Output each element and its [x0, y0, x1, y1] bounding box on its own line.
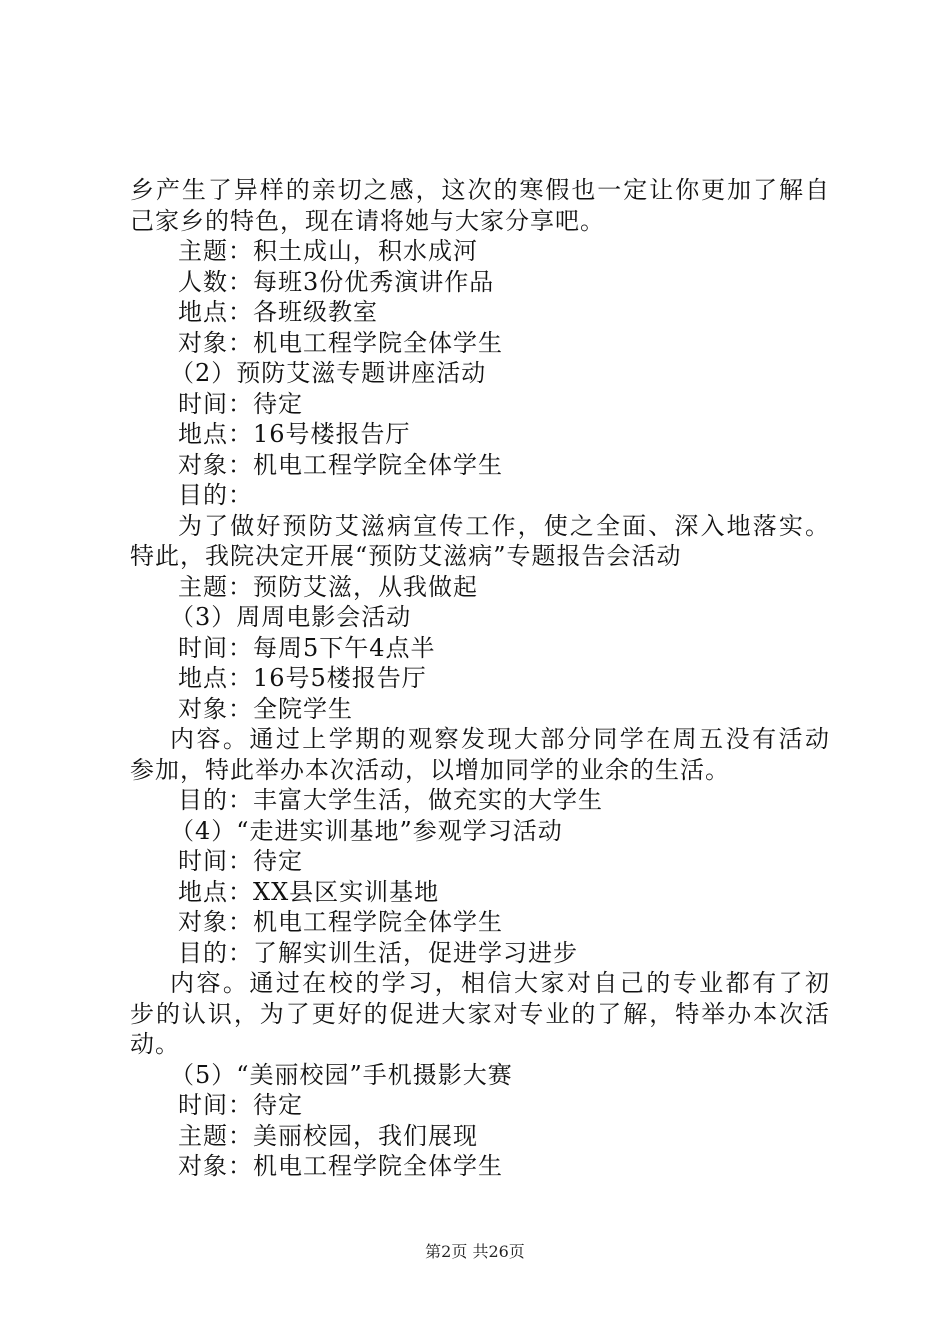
body-line: 时间：待定 [178, 1091, 303, 1119]
body-line: 内容。通过在校的学习，相信大家对自己的专业都有了初 [170, 969, 830, 997]
body-line: 特此，我院决定开展“预防艾滋病”专题报告会活动 [130, 542, 682, 570]
body-line: 乡产生了异样的亲切之感，这次的寒假也一定让你更加了解自 [130, 176, 830, 204]
body-line: 地点：XX县区实训基地 [178, 877, 440, 906]
body-line: 时间：待定 [178, 847, 303, 875]
body-line: 目的： [178, 481, 253, 509]
document-body [130, 175, 830, 1182]
body-line: 时间：每周5下午4点半 [178, 633, 436, 662]
body-line: 对象：全院学生 [178, 694, 353, 723]
section-heading: （2）预防艾滋专题讲座活动 [170, 359, 487, 387]
body-line: 内容。通过上学期的观察发现大部分同学在周五没有活动 [170, 725, 830, 753]
body-line: 对象：机电工程学院全体学生 [178, 1152, 503, 1180]
body-line: 动。 [130, 1030, 180, 1058]
body-line: 时间：待定 [178, 389, 303, 418]
body-line: 步的认识，为了更好的促进大家对专业的了解，特举办本次活 [130, 999, 830, 1028]
body-line: 地点：16号楼报告厅 [178, 420, 411, 448]
section-heading: （3）周周电影会活动 [170, 603, 412, 631]
body-line: 己家乡的特色，现在请将她与大家分享吧。 [130, 206, 605, 235]
body-line: 地点：各班级教室 [178, 298, 378, 326]
body-line: 主题：积土成山，积水成河 [178, 237, 478, 265]
body-line: 参加，特此举办本次活动，以增加同学的业余的生活。 [130, 755, 730, 784]
body-line: 主题：美丽校园，我们展现 [178, 1121, 478, 1150]
body-line: 目的：丰富大学生活，做充实的大学生 [178, 786, 603, 814]
body-line: 对象：机电工程学院全体学生 [178, 908, 503, 936]
section-heading: （4）“走进实训基地”参观学习活动 [170, 816, 563, 845]
body-line: 主题：预防艾滋，从我做起 [178, 572, 478, 601]
body-line: 目的：了解实训生活，促进学习进步 [178, 938, 578, 967]
body-line: 人数：每班3份优秀演讲作品 [178, 267, 495, 296]
body-line: 对象：机电工程学院全体学生 [178, 328, 503, 357]
section-heading: （5）“美丽校园”手机摄影大赛 [170, 1060, 513, 1089]
body-line: 对象：机电工程学院全体学生 [178, 450, 503, 479]
body-line: 为了做好预防艾滋病宣传工作，使之全面、深入地落实。 [178, 511, 830, 540]
body-line: 地点：16号5楼报告厅 [178, 664, 427, 692]
page-footer: 第2页 共26页 [425, 1242, 525, 1261]
